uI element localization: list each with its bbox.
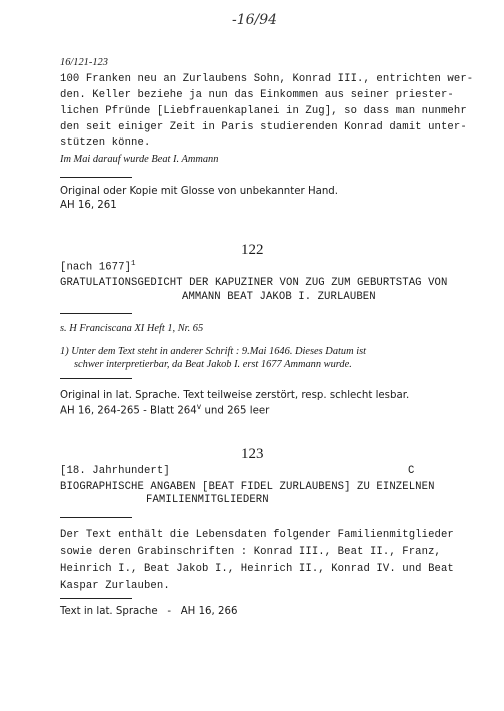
entry-122-title: GRATULATIONSGEDICHT DER KAPUZINER VON ZUG ZUM GEBURTSTAG VON	[60, 277, 448, 289]
entry-123-body-line: Kaspar Zurlauben.	[60, 580, 170, 592]
entry-121-source: Original oder Kopie mit Glosse von unbekannter Hand.	[60, 186, 339, 197]
entry-121-body-line: den seit einiger Zeit in Paris studierenden Konrad damit unter-	[60, 121, 467, 133]
divider	[60, 378, 132, 379]
entry-122-source: Original in lat. Sprache. Text teilweise zerstört, resp. schlecht lesbar.	[60, 390, 410, 401]
entry-122-date: [nach 1677]$^1$	[60, 260, 136, 274]
entry-121-body-line: stützen könne.	[60, 137, 151, 149]
entry-123-marker: C	[408, 465, 415, 477]
entry-121-reference: 16/121-123	[60, 57, 108, 68]
entry-123-title-line2: FAMILIENMITGLIEDERN	[146, 494, 269, 506]
entry-121-body-line: 100 Franken neu an Zurlaubens Sohn, Konrad III., entrichten wer-	[60, 73, 474, 85]
divider	[60, 598, 132, 599]
entry-122-reference: s. H Franciscana XI Heft 1, Nr. 65	[60, 323, 204, 334]
entry-123-body-line: Der Text enthält die Lebensdaten folgender Familienmitglieder	[60, 529, 454, 541]
entry-122-footnote-line2: schwer interpretierbar, da Beat Jakob I. erst 1677 Ammann wurde.	[74, 359, 352, 370]
entry-123-date: [18. Jahrhundert]	[60, 465, 170, 477]
entry-122-archive-ref: AH 16, 264-265 - Blatt 264$^v$ und 265 leer	[60, 402, 270, 417]
divider	[60, 313, 132, 314]
entry-122-title-line2: AMMANN BEAT JAKOB I. ZURLAUBEN	[182, 291, 376, 303]
entry-123-number: 123	[241, 446, 264, 462]
divider	[60, 177, 132, 178]
entry-123-body-line: Heinrich I., Beat Jakob I., Heinrich II., Konrad IV. und Beat	[60, 563, 454, 575]
entry-122-footnote: 1) Unter dem Text steht in anderer Schrift : 9.Mai 1646. Dieses Datum ist	[60, 346, 367, 357]
entry-123-source: Text in lat. Sprache - AH 16, 266	[60, 606, 238, 617]
entry-121-body-line: lichen Pfründe [Liebfrauenkaplanei in Zug], so dass man nunmehr	[60, 105, 467, 117]
entry-123-body-line: sowie deren Grabinschriften : Konrad III., Beat II., Franz,	[60, 546, 441, 558]
entry-121-archive-ref: AH 16, 261	[60, 200, 117, 211]
entry-121-note: Im Mai darauf wurde Beat I. Ammann	[60, 154, 219, 165]
handwritten-page-mark: -16/94	[232, 12, 278, 28]
entry-123-title: BIOGRAPHISCHE ANGABEN [BEAT FIDEL ZURLAUBENS] ZU EINZELNEN	[60, 481, 435, 493]
divider	[60, 517, 132, 518]
entry-122-number: 122	[241, 242, 264, 258]
entry-121-body-line: den. Keller beziehe ja nun das Einkommen aus seiner priester-	[60, 89, 454, 101]
